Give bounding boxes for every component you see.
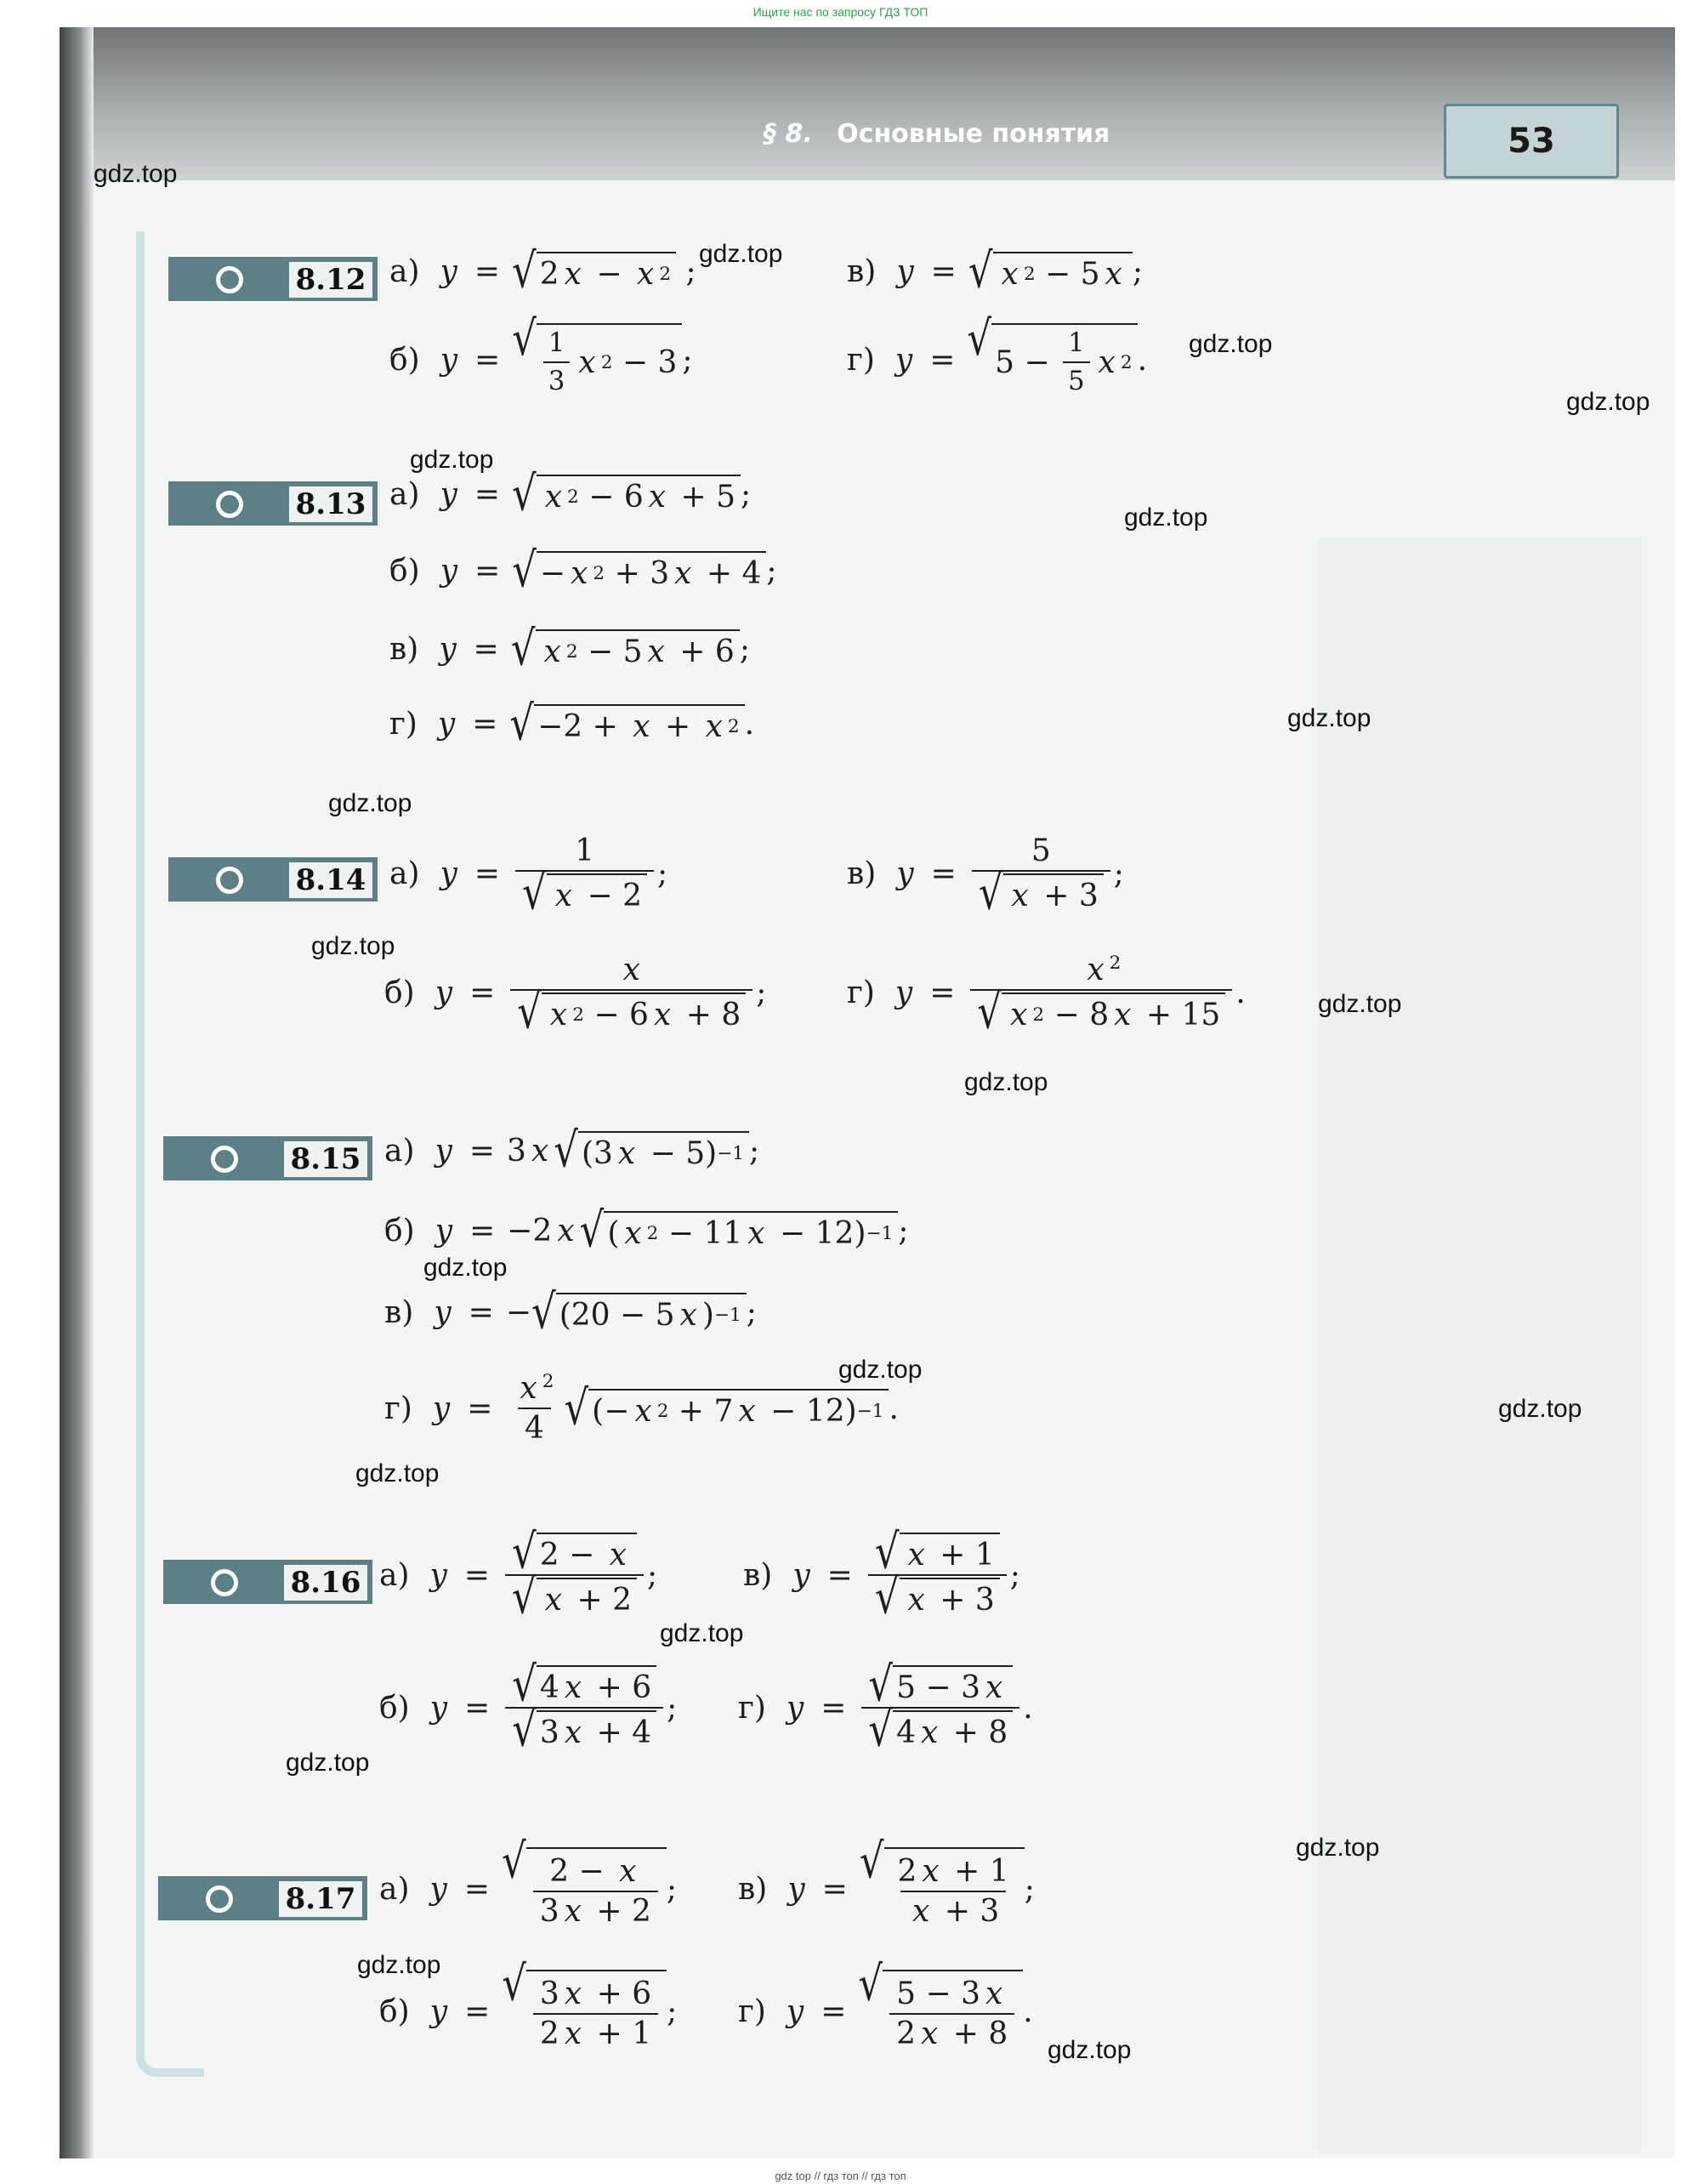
problem-number: 8.17 xyxy=(277,1880,364,1919)
problem-marker-icon xyxy=(211,1569,238,1596)
problem-number: 8.15 xyxy=(282,1140,369,1179)
section-title: Основные понятия xyxy=(837,119,1110,149)
item-label: а) xyxy=(389,856,420,891)
problem-marker-icon xyxy=(211,1146,238,1173)
bleed-through-area xyxy=(1318,537,1641,2153)
problem-item: б) y = √ $\frac{3 x + 6}{2 x + 1}$ ; xyxy=(379,1954,678,2051)
item-label: б) xyxy=(384,975,415,1010)
problem-item: г) y = √ 5 − $\frac{1}{5}$ x 2 . xyxy=(847,310,1148,396)
problem-number-tab xyxy=(163,1560,372,1604)
problem-item: в) y = √ x 2 − 5 x + 6 ; xyxy=(389,620,750,677)
page-header-band xyxy=(60,27,1675,180)
watermark: gdz.top xyxy=(699,240,783,268)
problem-item: а) y = √ 2 x − x 2 ; xyxy=(389,242,696,299)
problem-item: г) y = x $^2$ √ x 2 − 8 x + 15 . xyxy=(847,953,1246,1040)
problem-item: б) y = √ $\frac{1}{3}$ x 2 − 3 ; xyxy=(389,310,693,396)
problem-number-tab xyxy=(168,481,378,526)
problem-number: 8.12 xyxy=(287,260,374,299)
watermark: gdz.top xyxy=(1498,1395,1582,1423)
book-spine-shadow xyxy=(60,27,94,2158)
item-label: б) xyxy=(379,1993,410,2029)
problem-item: в) y = − √ (20 − 5 x ) −1 ; xyxy=(384,1283,757,1340)
item-label: а) xyxy=(379,1557,410,1593)
problem-item: б) y = x √ x 2 − 6 x + 8 ; xyxy=(384,953,767,1040)
watermark: gdz.top xyxy=(1124,503,1208,532)
item-label: б) xyxy=(384,1214,415,1248)
problem-item: в) y = √ $\frac{2 x + 1}{x + 3}$ ; xyxy=(738,1832,1035,1929)
problem-item: в) y = 5 √ x + 3 ; xyxy=(847,833,1124,921)
problem-number: 8.16 xyxy=(282,1563,369,1602)
problem-item: г) y = $\frac{x ^2}{4}$ √ (− x 2 + 7 x − 12) −1 . xyxy=(384,1371,899,1446)
problem-item: г) y = √ 5 − 3 x √ 4 x + 8 . xyxy=(738,1656,1033,1758)
problem-item: а) y = 1 √ x − 2 ; xyxy=(389,833,668,921)
watermark: gdz.top xyxy=(1318,990,1402,1018)
item-label: а) xyxy=(379,1871,410,1907)
watermark: gdz.top xyxy=(328,789,412,817)
problem-item: б) y = √ 4 x + 6 √ 3 x + 4 ; xyxy=(379,1656,678,1758)
problem-marker-icon xyxy=(216,266,243,293)
item-label: в) xyxy=(847,254,877,289)
watermark: gdz.top xyxy=(423,1254,508,1282)
problem-number: 8.14 xyxy=(287,861,374,900)
watermark: gdz.top xyxy=(660,1619,744,1647)
item-label: г) xyxy=(738,1690,766,1726)
problem-item: а) y = 3 x √ (3 x − 5) −1 ; xyxy=(384,1122,760,1179)
problem-number-tab xyxy=(168,857,378,901)
watermark: gdz.top xyxy=(1287,704,1371,732)
watermark: gdz.top xyxy=(1048,2036,1132,2064)
item-label: а) xyxy=(384,1134,415,1169)
item-label: г) xyxy=(738,1993,766,2029)
watermark: gdz.top xyxy=(410,446,494,474)
item-label: г) xyxy=(389,707,417,742)
watermark: gdz.top xyxy=(1566,388,1650,416)
item-label: г) xyxy=(847,975,875,1010)
problem-item: б) y = √ − x 2 + 3 x + 4 ; xyxy=(389,542,777,599)
item-label: в) xyxy=(738,1871,768,1907)
problem-item: г) y = √ $\frac{5 - 3 x}{2 x + 8}$ . xyxy=(738,1954,1033,2051)
page-number: 53 xyxy=(1444,104,1619,179)
section-heading xyxy=(764,119,1110,149)
top-note: Ищите нас по запросу ГДЗ ТОП xyxy=(752,5,929,19)
problem-item: а) y = √ x 2 − 6 x + 5 ; xyxy=(389,465,752,522)
problem-number-tab xyxy=(163,1136,372,1180)
problem-number-tab xyxy=(158,1876,367,1920)
watermark: gdz.top xyxy=(355,1459,440,1487)
watermark: gdz.top xyxy=(964,1068,1048,1096)
item-label: в) xyxy=(384,1295,414,1330)
section-number: § 8. xyxy=(764,119,813,149)
item-label: в) xyxy=(743,1557,773,1593)
watermark: gdz.top xyxy=(357,1951,441,1979)
item-label: б) xyxy=(389,342,420,378)
item-label: б) xyxy=(379,1690,410,1726)
problem-marker-icon xyxy=(206,1885,233,1913)
item-label: б) xyxy=(389,554,420,589)
item-label: а) xyxy=(389,477,420,512)
problem-item: в) y = √ x + 1 √ x + 3 ; xyxy=(743,1523,1020,1625)
bottom-note: gdz top // гдз топ // гдз топ xyxy=(775,2170,906,2182)
watermark: gdz.top xyxy=(94,160,178,188)
watermark: gdz.top xyxy=(286,1749,370,1777)
item-label: г) xyxy=(847,342,875,378)
problem-item: в) y = √ x 2 − 5 x ; xyxy=(847,242,1143,299)
problem-item: а) y = √ 2 − x √ x + 2 ; xyxy=(379,1523,658,1625)
problem-item: г) y = √ −2 + x + x 2 . xyxy=(389,695,755,752)
item-label: а) xyxy=(389,254,420,289)
problem-number: 8.13 xyxy=(287,485,374,524)
item-label: в) xyxy=(389,632,419,667)
problem-number-tab xyxy=(168,257,378,301)
watermark: gdz.top xyxy=(311,932,395,960)
watermark: gdz.top xyxy=(838,1356,923,1384)
problem-item: б) y = −2 x √ ( x 2 − 11 x − 12) −1 ; xyxy=(384,1202,909,1259)
problem-item: а) y = √ $\frac{2 - x}{3 x + 2}$ ; xyxy=(379,1832,678,1929)
problem-marker-icon xyxy=(216,867,243,894)
watermark: gdz.top xyxy=(1296,1834,1380,1862)
item-label: г) xyxy=(384,1391,412,1426)
watermark: gdz.top xyxy=(1189,330,1273,358)
item-label: в) xyxy=(847,856,877,891)
problem-marker-icon xyxy=(216,491,243,518)
